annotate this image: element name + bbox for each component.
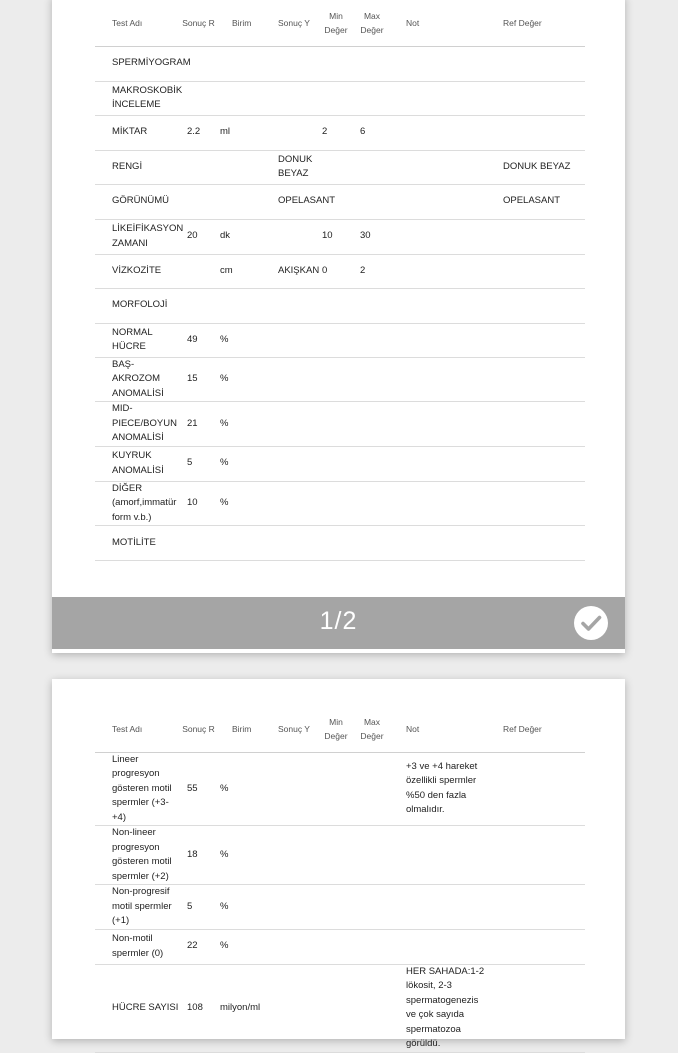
cell-ref-value <box>486 219 585 254</box>
cell-test-name: MID-PIECE/BOYUN ANOMALİSİ <box>95 402 182 447</box>
table-row <box>95 150 585 184</box>
cell-result-r: 5 <box>182 885 215 930</box>
cell-ref-value <box>486 826 585 885</box>
cell-min-value <box>317 288 355 323</box>
report-page-2 <box>52 679 625 1049</box>
table-row <box>95 357 585 402</box>
cell-max-value <box>355 81 389 115</box>
cell-result-r <box>182 254 215 288</box>
cell-test-name: Non-motil spermler (0) <box>95 929 182 964</box>
cell-min-value <box>317 526 355 561</box>
cell-result-r <box>182 81 215 115</box>
cell-unit: % <box>215 929 261 964</box>
cell-test-name: Non-progresif motil spermler (+1) <box>95 885 182 930</box>
cell-min-value <box>317 929 355 964</box>
cell-min-value <box>317 357 355 402</box>
cell-note <box>389 81 486 115</box>
cell-unit: % <box>215 446 261 481</box>
cell-unit <box>215 288 261 323</box>
cell-result-r <box>182 150 215 184</box>
cell-result-y <box>261 826 317 885</box>
cell-ref-value <box>486 323 585 357</box>
table-row <box>95 885 585 930</box>
cell-result-r: 55 <box>182 752 215 826</box>
column-header-unit: Birim <box>215 0 261 46</box>
cell-note <box>389 481 486 526</box>
cell-max-value <box>355 929 389 964</box>
cell-max-value <box>355 46 389 81</box>
cell-max-value: 2 <box>355 254 389 288</box>
cell-result-y: AKIŞKAN <box>261 254 317 288</box>
cell-ref-value <box>486 526 585 561</box>
cell-unit <box>215 526 261 561</box>
cell-ref-value <box>486 752 585 826</box>
column-header-result-r: Sonuç R <box>182 0 215 46</box>
cell-test-name: BAŞ-AKROZOM ANOMALİSİ <box>95 357 182 402</box>
cell-note <box>389 526 486 561</box>
cell-unit <box>215 184 261 219</box>
results-table-page-2 <box>95 706 585 1053</box>
page-indicator: 1/2 <box>319 607 358 635</box>
cell-min-value <box>317 752 355 826</box>
cell-result-y <box>261 929 317 964</box>
cell-test-name: KUYRUK ANOMALİSİ <box>95 446 182 481</box>
cell-result-r: 18 <box>182 826 215 885</box>
cell-min-value <box>317 81 355 115</box>
cell-test-name: RENGİ <box>95 150 182 184</box>
cell-result-r: 20 <box>182 219 215 254</box>
cell-result-y <box>261 481 317 526</box>
cell-note <box>389 254 486 288</box>
table-row <box>95 81 585 115</box>
cell-note <box>389 46 486 81</box>
cell-unit: cm <box>215 254 261 288</box>
cell-result-y <box>261 402 317 447</box>
table-row <box>95 752 585 826</box>
cell-note: +3 ve +4 hareket özellikli spermler %50 den fazla olmalıdır. <box>389 752 486 826</box>
cell-result-r <box>182 184 215 219</box>
table-row <box>95 826 585 885</box>
cell-ref-value <box>486 929 585 964</box>
cell-min-value <box>317 446 355 481</box>
cell-max-value <box>355 481 389 526</box>
column-header-ref: Ref Değer <box>486 706 585 752</box>
cell-min-value <box>317 885 355 930</box>
cell-unit: % <box>215 357 261 402</box>
cell-test-name: MORFOLOJİ <box>95 288 182 323</box>
cell-result-y <box>261 357 317 402</box>
column-header-min: Min Değer <box>317 0 355 46</box>
cell-result-y <box>261 323 317 357</box>
cell-unit: dk <box>215 219 261 254</box>
cell-test-name: DİĞER (amorf,immatür form v.b.) <box>95 481 182 526</box>
cell-test-name: MAKROSKOBİK İNCELEME <box>95 81 182 115</box>
table-row <box>95 929 585 964</box>
cell-test-name: VİZKOZİTE <box>95 254 182 288</box>
cell-max-value <box>355 446 389 481</box>
cell-max-value <box>355 885 389 930</box>
cell-max-value <box>355 526 389 561</box>
column-header-max: Max Değer <box>355 706 389 752</box>
cell-min-value <box>317 402 355 447</box>
cell-ref-value <box>486 46 585 81</box>
cell-ref-value <box>486 402 585 447</box>
cell-min-value: 10 <box>317 219 355 254</box>
cell-note <box>389 115 486 150</box>
cell-ref-value <box>486 885 585 930</box>
cell-max-value <box>355 752 389 826</box>
table-header-row <box>95 0 585 46</box>
cell-unit <box>215 46 261 81</box>
cell-note <box>389 826 486 885</box>
cell-unit: % <box>215 885 261 930</box>
cell-test-name: LİKEİFİKASYON ZAMANI <box>95 219 182 254</box>
cell-min-value <box>317 481 355 526</box>
cell-unit: ml <box>215 115 261 150</box>
cell-result-r: 15 <box>182 357 215 402</box>
cell-result-y <box>261 46 317 81</box>
cell-test-name: Non-lineer progresyon gösteren motil spermler (+2) <box>95 826 182 885</box>
cell-test-name: Lineer progresyon gösteren motil spermler (+3-+4) <box>95 752 182 826</box>
table-row <box>95 526 585 561</box>
cell-note <box>389 357 486 402</box>
table-row <box>95 964 585 1052</box>
cell-result-y <box>261 885 317 930</box>
cell-test-name: GÖRÜNÜMÜ <box>95 184 182 219</box>
cell-min-value <box>317 150 355 184</box>
cell-result-r: 49 <box>182 323 215 357</box>
table-row <box>95 219 585 254</box>
cell-result-r: 21 <box>182 402 215 447</box>
cell-unit: % <box>215 752 261 826</box>
table-header-row <box>95 706 585 752</box>
page-footer-bar <box>52 597 625 649</box>
column-header-ref: Ref Değer <box>486 0 585 46</box>
cell-ref-value <box>486 288 585 323</box>
cell-unit: % <box>215 481 261 526</box>
cell-ref-value <box>486 446 585 481</box>
cell-max-value: 30 <box>355 219 389 254</box>
cell-note <box>389 402 486 447</box>
cell-test-name: SPERMİYOGRAM <box>95 46 182 81</box>
cell-result-y <box>261 446 317 481</box>
cell-result-r <box>182 288 215 323</box>
cell-result-y <box>261 288 317 323</box>
cell-max-value: 6 <box>355 115 389 150</box>
cell-max-value <box>355 323 389 357</box>
cell-min-value: 2 <box>317 115 355 150</box>
column-header-test: Test Adı <box>95 706 182 752</box>
cell-result-y <box>261 115 317 150</box>
cell-result-y: DONUK BEYAZ <box>261 150 317 184</box>
cell-note: HER SAHADA:1-2 lökosit, 2-3 spermatogenezis ve çok sayıda spermatozoa görüldü. <box>389 964 486 1052</box>
cell-test-name: MİKTAR <box>95 115 182 150</box>
cell-max-value <box>355 402 389 447</box>
cell-ref-value: DONUK BEYAZ <box>486 150 585 184</box>
cell-result-y <box>261 752 317 826</box>
cell-test-name: NORMAL HÜCRE <box>95 323 182 357</box>
cell-result-r: 2.2 <box>182 115 215 150</box>
cell-result-y <box>261 526 317 561</box>
cell-unit: % <box>215 402 261 447</box>
check-circle-icon[interactable] <box>574 606 608 640</box>
cell-max-value <box>355 826 389 885</box>
column-header-result-r: Sonuç R <box>182 706 215 752</box>
table-row <box>95 481 585 526</box>
cell-ref-value <box>486 481 585 526</box>
column-header-note: Not <box>389 0 486 46</box>
cell-note <box>389 929 486 964</box>
cell-result-r <box>182 526 215 561</box>
cell-note <box>389 446 486 481</box>
cell-result-r: 22 <box>182 929 215 964</box>
column-header-unit: Birim <box>215 706 261 752</box>
table-row <box>95 446 585 481</box>
cell-unit: milyon/ml <box>215 964 261 1052</box>
cell-min-value: 0 <box>317 254 355 288</box>
cell-result-y <box>261 964 317 1052</box>
cell-note <box>389 288 486 323</box>
cell-test-name: MOTİLİTE <box>95 526 182 561</box>
cell-max-value <box>355 150 389 184</box>
column-header-result-y: Sonuç Y <box>261 0 317 46</box>
report-page-1 <box>52 0 625 653</box>
cell-result-r: 10 <box>182 481 215 526</box>
table-row <box>95 402 585 447</box>
cell-max-value <box>355 357 389 402</box>
cell-note <box>389 323 486 357</box>
cell-ref-value <box>486 254 585 288</box>
cell-ref-value: OPELASANT <box>486 184 585 219</box>
cell-note <box>389 885 486 930</box>
cell-max-value <box>355 964 389 1052</box>
cell-result-y: OPELASANT <box>261 184 317 219</box>
cell-unit: % <box>215 323 261 357</box>
column-header-test: Test Adı <box>95 0 182 46</box>
cell-ref-value <box>486 357 585 402</box>
column-header-note: Not <box>389 706 486 752</box>
cell-result-r: 5 <box>182 446 215 481</box>
cell-result-y <box>261 219 317 254</box>
table-row <box>95 184 585 219</box>
cell-result-y <box>261 81 317 115</box>
column-header-max: Max Değer <box>355 0 389 46</box>
cell-min-value <box>317 826 355 885</box>
table-row <box>95 323 585 357</box>
cell-note <box>389 219 486 254</box>
cell-test-name: HÜCRE SAYISI <box>95 964 182 1052</box>
cell-min-value <box>317 46 355 81</box>
table-row <box>95 115 585 150</box>
results-table-page-1 <box>95 0 585 561</box>
table-row <box>95 254 585 288</box>
cell-min-value <box>317 323 355 357</box>
cell-max-value <box>355 184 389 219</box>
cell-ref-value <box>486 81 585 115</box>
cell-result-r: 108 <box>182 964 215 1052</box>
cell-unit <box>215 150 261 184</box>
table-row <box>95 288 585 323</box>
column-header-min: Min Değer <box>317 706 355 752</box>
cell-note <box>389 150 486 184</box>
cell-max-value <box>355 288 389 323</box>
cell-min-value <box>317 964 355 1052</box>
cell-unit <box>215 81 261 115</box>
cell-unit: % <box>215 826 261 885</box>
cell-ref-value <box>486 115 585 150</box>
table-row <box>95 46 585 81</box>
column-header-result-y: Sonuç Y <box>261 706 317 752</box>
cell-ref-value <box>486 964 585 1052</box>
cell-note <box>389 184 486 219</box>
